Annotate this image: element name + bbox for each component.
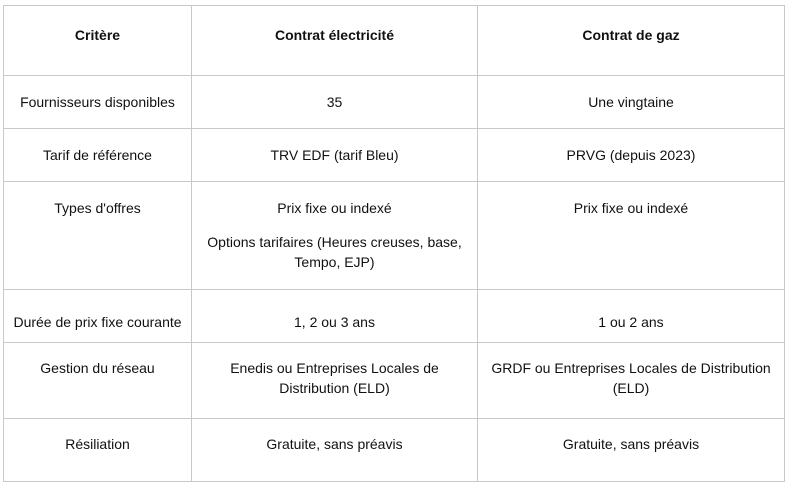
cell-text: Gratuite, sans préavis (562, 436, 700, 452)
cell-text: TRV EDF (tarif Bleu) (270, 147, 399, 163)
table-header-row (4, 6, 785, 76)
header-gas-contract: Contrat de gaz (478, 6, 785, 76)
electricity-cell (192, 290, 478, 343)
comparison-table (3, 5, 785, 482)
electricity-cell (192, 182, 478, 290)
electricity-cell (192, 76, 478, 129)
gas-cell (478, 76, 785, 129)
electricity-cell (192, 419, 478, 482)
electricity-cell (192, 129, 478, 182)
electricity-cell (192, 343, 478, 419)
header-electricity-contract: Contrat électricité (192, 6, 478, 76)
gas-cell (478, 290, 785, 343)
table-row (4, 419, 785, 482)
gas-cell (478, 343, 785, 419)
cell-text: Gratuite, sans préavis (266, 436, 403, 452)
cell-text: Prix fixe ou indexé (277, 200, 392, 216)
cell-text: 1, 2 ou 3 ans (294, 314, 375, 330)
row-label: Fournisseurs disponibles (4, 76, 192, 129)
gas-cell (478, 129, 785, 182)
cell-text: Une vingtaine (588, 94, 674, 110)
cell-text: Enedis ou Entreprises Locales de Distribution (ELD) (230, 360, 439, 396)
table-row (4, 182, 785, 290)
row-label: Tarif de référence (4, 129, 192, 182)
gas-cell (478, 182, 785, 290)
row-label: Gestion du réseau (4, 343, 192, 419)
table-row (4, 129, 785, 182)
row-label: Résiliation (4, 419, 192, 482)
table-row (4, 290, 785, 343)
cell-text: 1 ou 2 ans (598, 314, 664, 330)
row-label: Durée de prix fixe courante (4, 290, 192, 343)
row-label: Types d'offres (4, 182, 192, 290)
cell-text: GRDF ou Entreprises Locales de Distribution (ELD) (491, 360, 771, 396)
header-criterion: Critère (4, 6, 192, 76)
gas-cell (478, 419, 785, 482)
table-row (4, 343, 785, 419)
cell-text: 35 (326, 94, 343, 110)
cell-text: PRVG (depuis 2023) (566, 147, 696, 163)
table-row (4, 76, 785, 129)
cell-text: Prix fixe ou indexé (573, 200, 689, 216)
cell-text: Options tarifaires (Heures creuses, base, Tempo, EJP) (207, 234, 462, 270)
